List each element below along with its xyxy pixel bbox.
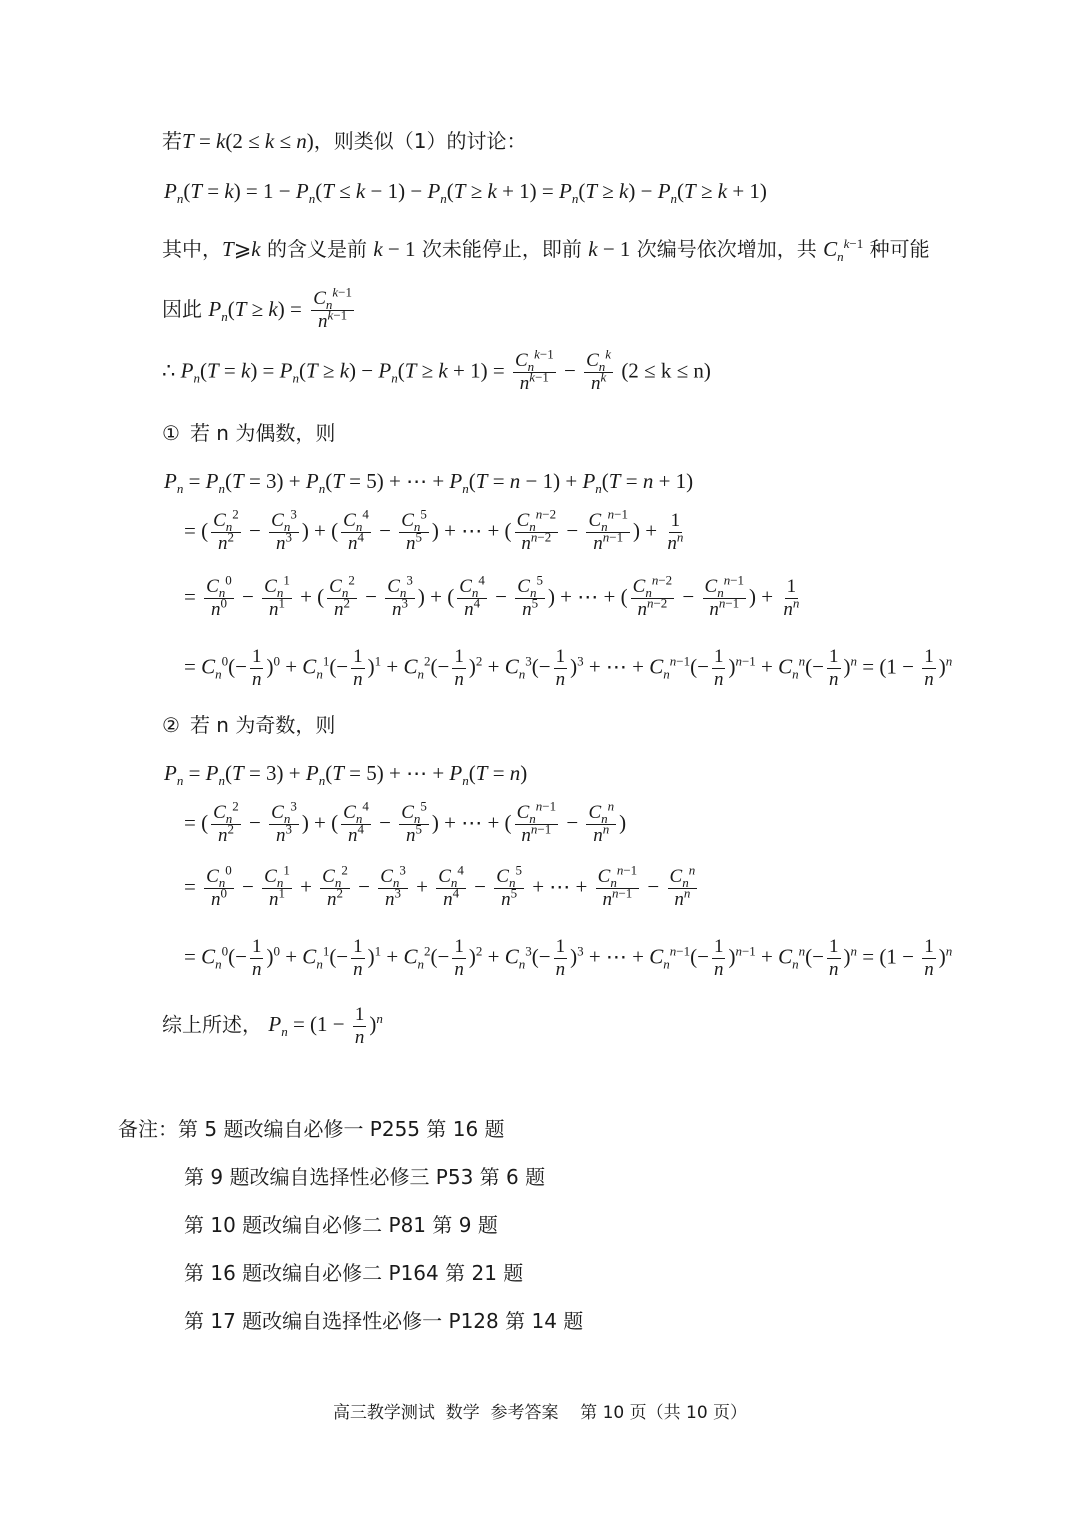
notes-label-line [118,1116,505,1142]
case2-line1: $P_n = P_n(T = 3) + P_n(T = 5)$ + ⋯ + $P_n(T = n)$ [164,761,528,789]
case1-line1: $P_n = P_n(T = 3) + P_n(T = 5)$ + ⋯ + $P_n(T = n - 1) + P_n(T = n + 1)$ [164,469,694,497]
note-item: 第 16 题改编自必修二 P164 第 21 题 [184,1261,524,1285]
note-item: 第 10 题改编自必修二 P81 第 9 题 [184,1213,498,1237]
case1-line3: = $\frac{C_n^0}{n^0}$ − $\frac{C_n^1}{n^1}$ + ( $\frac{C_n^2}{n^2}$ − $\frac{C_n^3}{n^3}$ ) + ( $\frac{C_n^4}{n^4}$ − $\frac{C_n^5}{n^5}$ ) + ⋯ + ( $\frac{C_n^{n-2}}{n^{n-2}}$ − $\frac{C_n^{n-1}}{n^{n-1}}$ ) + $\frac{1}{n^n}$ [184,572,800,620]
notes-label: 备注： [118,1117,178,1141]
intro-text: 若T = k(2 ≤ k ≤ n)，则类似（1）的讨论： [162,129,527,153]
case1-line4: = $C_n^0(-$ $\frac{1}{n}$ )$^0 + C_n^1(-$ $\frac{1}{n}$ )$^1 + C_n^2(-$ $\frac{1}{n}$ )$^2 + C_n^3(-$ $\frac{1}{n}$ )$^3$ + ⋯ + $C_n^{n-1}(-$ $\frac{1}{n}$ )$^{n-1} + C_n^n(-$ $\frac{1}{n}$ )$^n$ = (1 − $\frac{1}{n}$ )$^n$ [184,646,953,690]
page-footer: 高三教学测试 数学 参考答案 第 10 页（共 10 页） [332,1403,748,1423]
meaning-text: 其中，T⩾k 的含义是前 k − 1 次未能停止，即前 k − 1 次编号依次增加，共 $C_n^{k-1}$ 种可能 [162,236,930,265]
case1-line2: = ( $\frac{C_n^2}{n^2}$ − $\frac{C_n^3}{n^3}$ ) + ( $\frac{C_n^4}{n^4}$ − $\frac{C_n^5}{n^5}$ ) + ⋯ + ( $\frac{C_n^{n-2}}{n^{n-2}}$ − $\frac{C_n^{n-1}}{n^{n-1}}$ ) + $\frac{1}{n^n}$ [184,506,684,554]
conclusion-line: ∴ $P_n(T = k) = P_n(T \ge k) - P_n(T \ge k + 1)$ = $\frac{C_n^{k-1}}{n^{k-1}}$ − $\frac{C_n^k}{n^k}$ (2 ≤ k ≤ n) [162,346,711,394]
case2-heading: ② 若 n 为奇数，则 [162,713,336,737]
case1-heading: ① 若 n 为偶数，则 [162,421,336,445]
case2-line3: = $\frac{C_n^0}{n^0}$ − $\frac{C_n^1}{n^1}$ + $\frac{C_n^2}{n^2}$ − $\frac{C_n^3}{n^3}$ + $\frac{C_n^4}{n^4}$ − $\frac{C_n^5}{n^5}$ + ⋯ + $\frac{C_n^{n-1}}{n^{n-1}}$ − $\frac{C_n^n}{n^n}$ [184,862,696,910]
note-item: 第 9 题改编自选择性必修三 P53 第 6 题 [184,1165,546,1189]
note-item: 第 5 题改编自必修一 P255 第 16 题 [178,1117,505,1141]
case2-line2: = ( $\frac{C_n^2}{n^2}$ − $\frac{C_n^3}{n^3}$ ) + ( $\frac{C_n^4}{n^4}$ − $\frac{C_n^5}{n^5}$ ) + ⋯ + ( $\frac{C_n^{n-1}}{n^{n-1}}$ − $\frac{C_n^n}{n^n}$ ) [184,798,627,846]
note-item: 第 17 题改编自选择性必修一 P128 第 14 题 [184,1309,584,1333]
equation-pk: $P_n(T = k) = 1 - P_n(T \le k - 1) - P_n(T \ge k + 1) = P_n(T \ge k) - P_n(T \ge k + 1)$ [164,179,767,207]
therefore-line: 因此 $P_n(T \ge k)$ = $\frac{C_n^{k-1}}{n^{k-1}}$ [162,284,352,332]
case2-line4: = $C_n^0(-$ $\frac{1}{n}$ )$^0 + C_n^1(-$ $\frac{1}{n}$ )$^1 + C_n^2(-$ $\frac{1}{n}$ )$^2 + C_n^3(-$ $\frac{1}{n}$ )$^3$ + ⋯ + $C_n^{n-1}(-$ $\frac{1}{n}$ )$^{n-1} + C_n^n(-$ $\frac{1}{n}$ )$^n$ = (1 − $\frac{1}{n}$ )$^n$ [184,936,953,980]
summary-line: 综上所述， $P_n = (1$ − $\frac{1}{n}$ )$^n$ [162,1004,383,1048]
